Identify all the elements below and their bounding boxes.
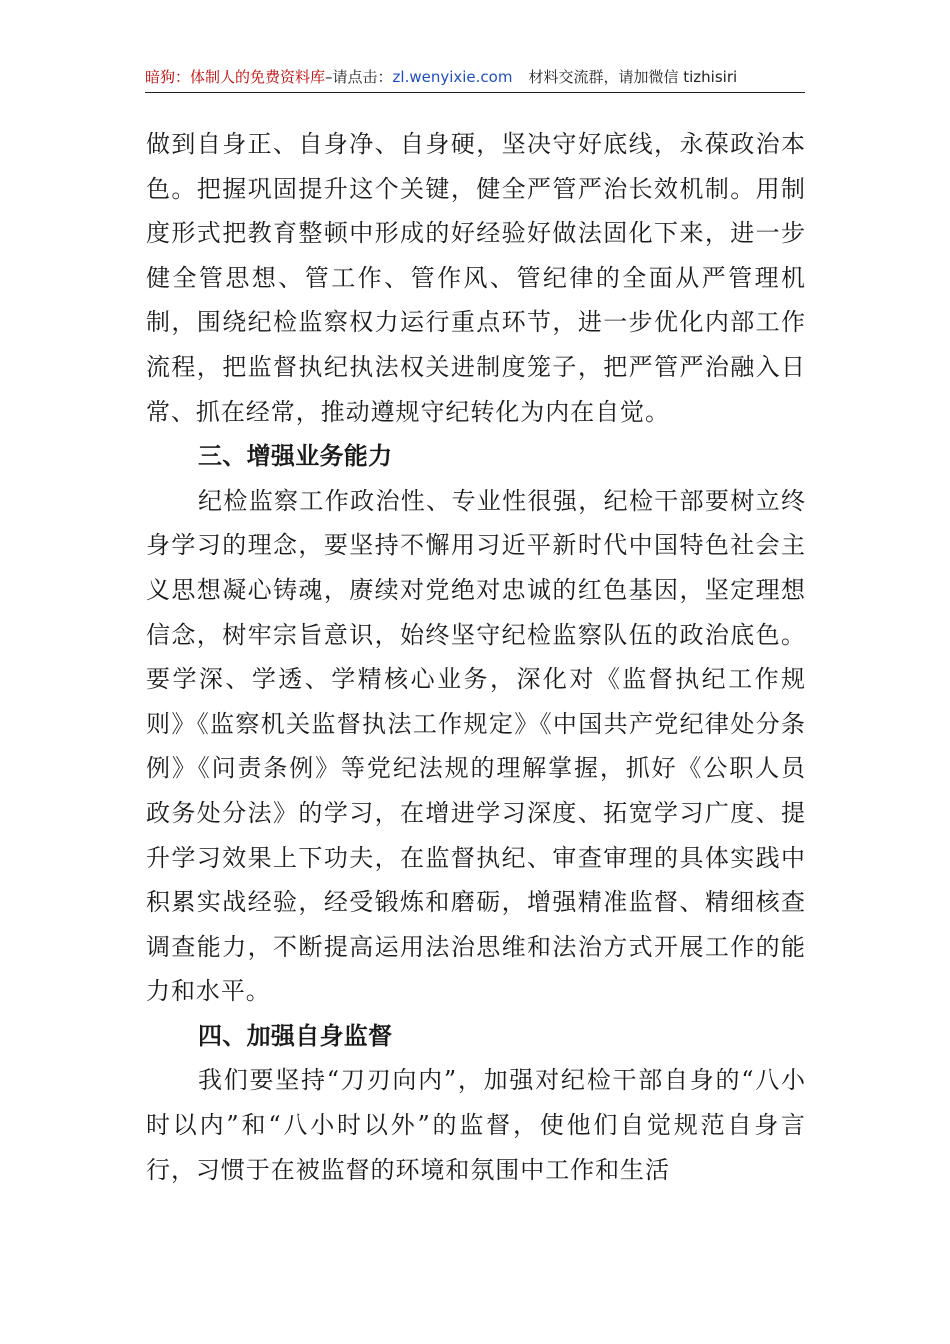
header-contact: 材料交流群，请加微信 tizhisiri	[528, 68, 738, 86]
paragraph: 做到自身正、自身净、自身硬，坚决守好底线，永葆政治本色。把握巩固提升这个关键，健全严管严治长效机制。用制度形式把教育整顿中形成的好经验好做法固化下来，进一步健全管思想、管工作、管作风、管纪律的全面从严管理机制，围绕纪检监察权力运行重点环节，进一步优化内部工作流程，把监督执纪执法权关进制度笼子，把严管严治融入日常、抓在经常，推动遵规守纪转化为内在自觉。	[146, 130, 806, 426]
header-link[interactable]: zl.wenyixie.com	[392, 68, 513, 86]
page-header	[145, 64, 805, 93]
document-body	[146, 122, 806, 1192]
section-heading: 四、加强自身监督	[198, 1021, 393, 1050]
paragraph: 我们要坚持“刀刃向内”，加强对纪检干部自身的“八小时以内”和“八小时以外”的监督，使他们自觉规范自身言行，习惯于在被监督的环境和氛围中工作和生活	[146, 1066, 806, 1184]
section-heading: 三、增强业务能力	[198, 442, 393, 471]
paragraph: 纪检监察工作政治性、专业性很强，纪检干部要树立终身学习的理念，要坚持不懈用习近平新时代中国特色社会主义思想凝心铸魂，赓续对党绝对忠诚的红色基因，坚定理想信念，树牢宗旨意识，始终坚守纪检监察队伍的政治底色。要学深、学透、学精核心业务，深化对《监督执纪工作规则》《监察机关监督执法工作规定》《中国共产党纪律处分条例》《问责条例》等党纪法规的理解掌握，抓好《公职人员政务处分法》的学习，在增进学习深度、拓宽学习广度、提升学习效果上下功夫，在监督执纪、审查审理的具体实践中积累实战经验，经受锻炼和磨砺，增强精准监督、精细核查调查能力，不断提高运用法治思维和法治方式开展工作的能力和水平。	[146, 486, 806, 1006]
header-brand: 暗狗：体制人的免费资料库	[145, 68, 326, 86]
header-prompt: –请点击：	[325, 68, 393, 86]
